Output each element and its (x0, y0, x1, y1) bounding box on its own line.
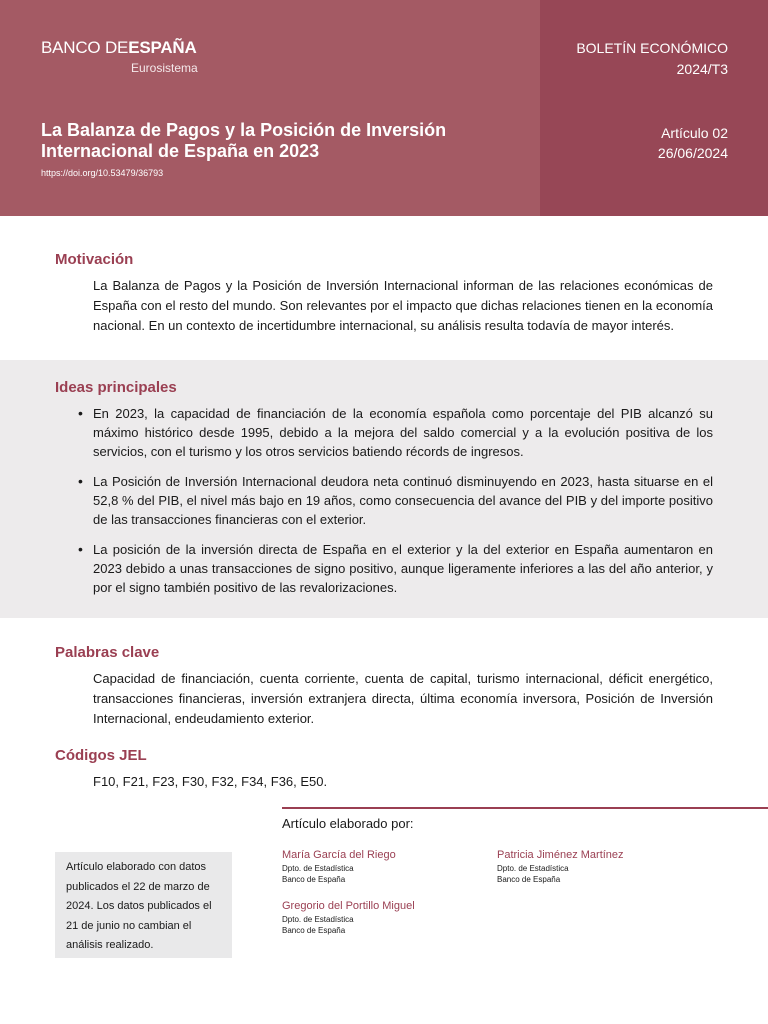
authors-heading: Artículo elaborado por: (282, 816, 414, 831)
article-date: 26/06/2024 (657, 145, 728, 161)
data-note-box: Artículo elaborado con datos publicados el 22 de marzo de 2024. Los datos publicados el 21 de junio no cambian el análisis realizado. (55, 852, 232, 958)
authors-divider (282, 807, 768, 809)
main-ideas-heading: Ideas principales (55, 379, 177, 396)
list-item: • En 2023, la capacidad de financiación de la economía española como porcentaje del PIB alcanzó su máximo histórico desde 1995, debido a la mejora del saldo comercial y a la evolución positiva de los servicios, con el turismo y los otros servicios batiendo récords de ingresos. (93, 404, 713, 461)
bulletin-info (576, 38, 728, 80)
banco-de-espana-logo (41, 38, 197, 58)
bulletin-issue: 2024/T3 (676, 61, 728, 77)
author-name: Gregorio del Portillo Miguel (282, 900, 415, 912)
keywords-text: Capacidad de financiación, cuenta corriente, cuenta de capital, turismo internacional, déficit energético, transacciones financieras, inversión extranjera directa, última economía inversora, Posición de Inversión Internacional, endeudamiento exterior. (93, 671, 713, 726)
author-name: Patricia Jiménez Martínez (497, 849, 624, 861)
author-dept: Dpto. de Estadística (497, 864, 569, 873)
logo-text-bold: ESPAÑA (128, 38, 197, 57)
author-org: Banco de España (282, 875, 346, 884)
motivation-heading: Motivación (55, 251, 134, 268)
author-card (282, 849, 396, 885)
article-title: La Balanza de Pagos y la Posición de Inversión Internacional de España en 2023 (41, 120, 447, 161)
author-card (282, 900, 415, 936)
keywords-heading: Palabras clave (55, 644, 160, 661)
author-org: Banco de España (282, 926, 346, 935)
header-banner (0, 0, 768, 216)
article-number: Artículo 02 (661, 125, 728, 141)
logo-text-light: BANCO DE (41, 38, 129, 57)
main-ideas-list (93, 404, 713, 608)
header-right-panel (540, 0, 768, 216)
jel-codes: F10, F21, F23, F30, F32, F34, F36, E50. (93, 774, 328, 789)
author-org: Banco de España (497, 875, 561, 884)
author-name: María García del Riego (282, 849, 396, 861)
list-item: • La posición de la inversión directa de España en el exterior y la del exterior en España aumentaron en 2023 debido a unas transacciones de signo positivo, aunque ligeramente inferiores a las del año anterior, y por el signo también positivo de las revalorizaciones. (93, 540, 713, 597)
author-card (497, 849, 624, 885)
article-info (658, 123, 728, 163)
author-dept: Dpto. de Estadística (282, 915, 354, 924)
doi-link[interactable]: https://doi.org/10.53479/36793 (41, 168, 164, 178)
list-item: • La Posición de Inversión Internacional deudora neta continuó disminuyendo en 2023, hasta situarse en el 52,8 % del PIB, el nivel más bajo en 19 años, como consecuencia del avance del PIB y del importe positivo de las transacciones financieras con el exterior. (93, 472, 713, 529)
motivation-text: La Balanza de Pagos y la Posición de Inversión Internacional informan de las relaciones económicas de España con el resto del mundo. Son relevantes por el impacto que dichas relaciones tienen en la economía nacional. En un contexto de incertidumbre internacional, su análisis resulta todavía de mayor interés. (93, 278, 713, 333)
jel-heading: Códigos JEL (55, 747, 147, 764)
bulletin-name: BOLETÍN ECONÓMICO (576, 40, 728, 56)
author-dept: Dpto. de Estadística (282, 864, 354, 873)
logo-subtitle: Eurosistema (131, 61, 198, 75)
header-left-panel (0, 0, 540, 216)
